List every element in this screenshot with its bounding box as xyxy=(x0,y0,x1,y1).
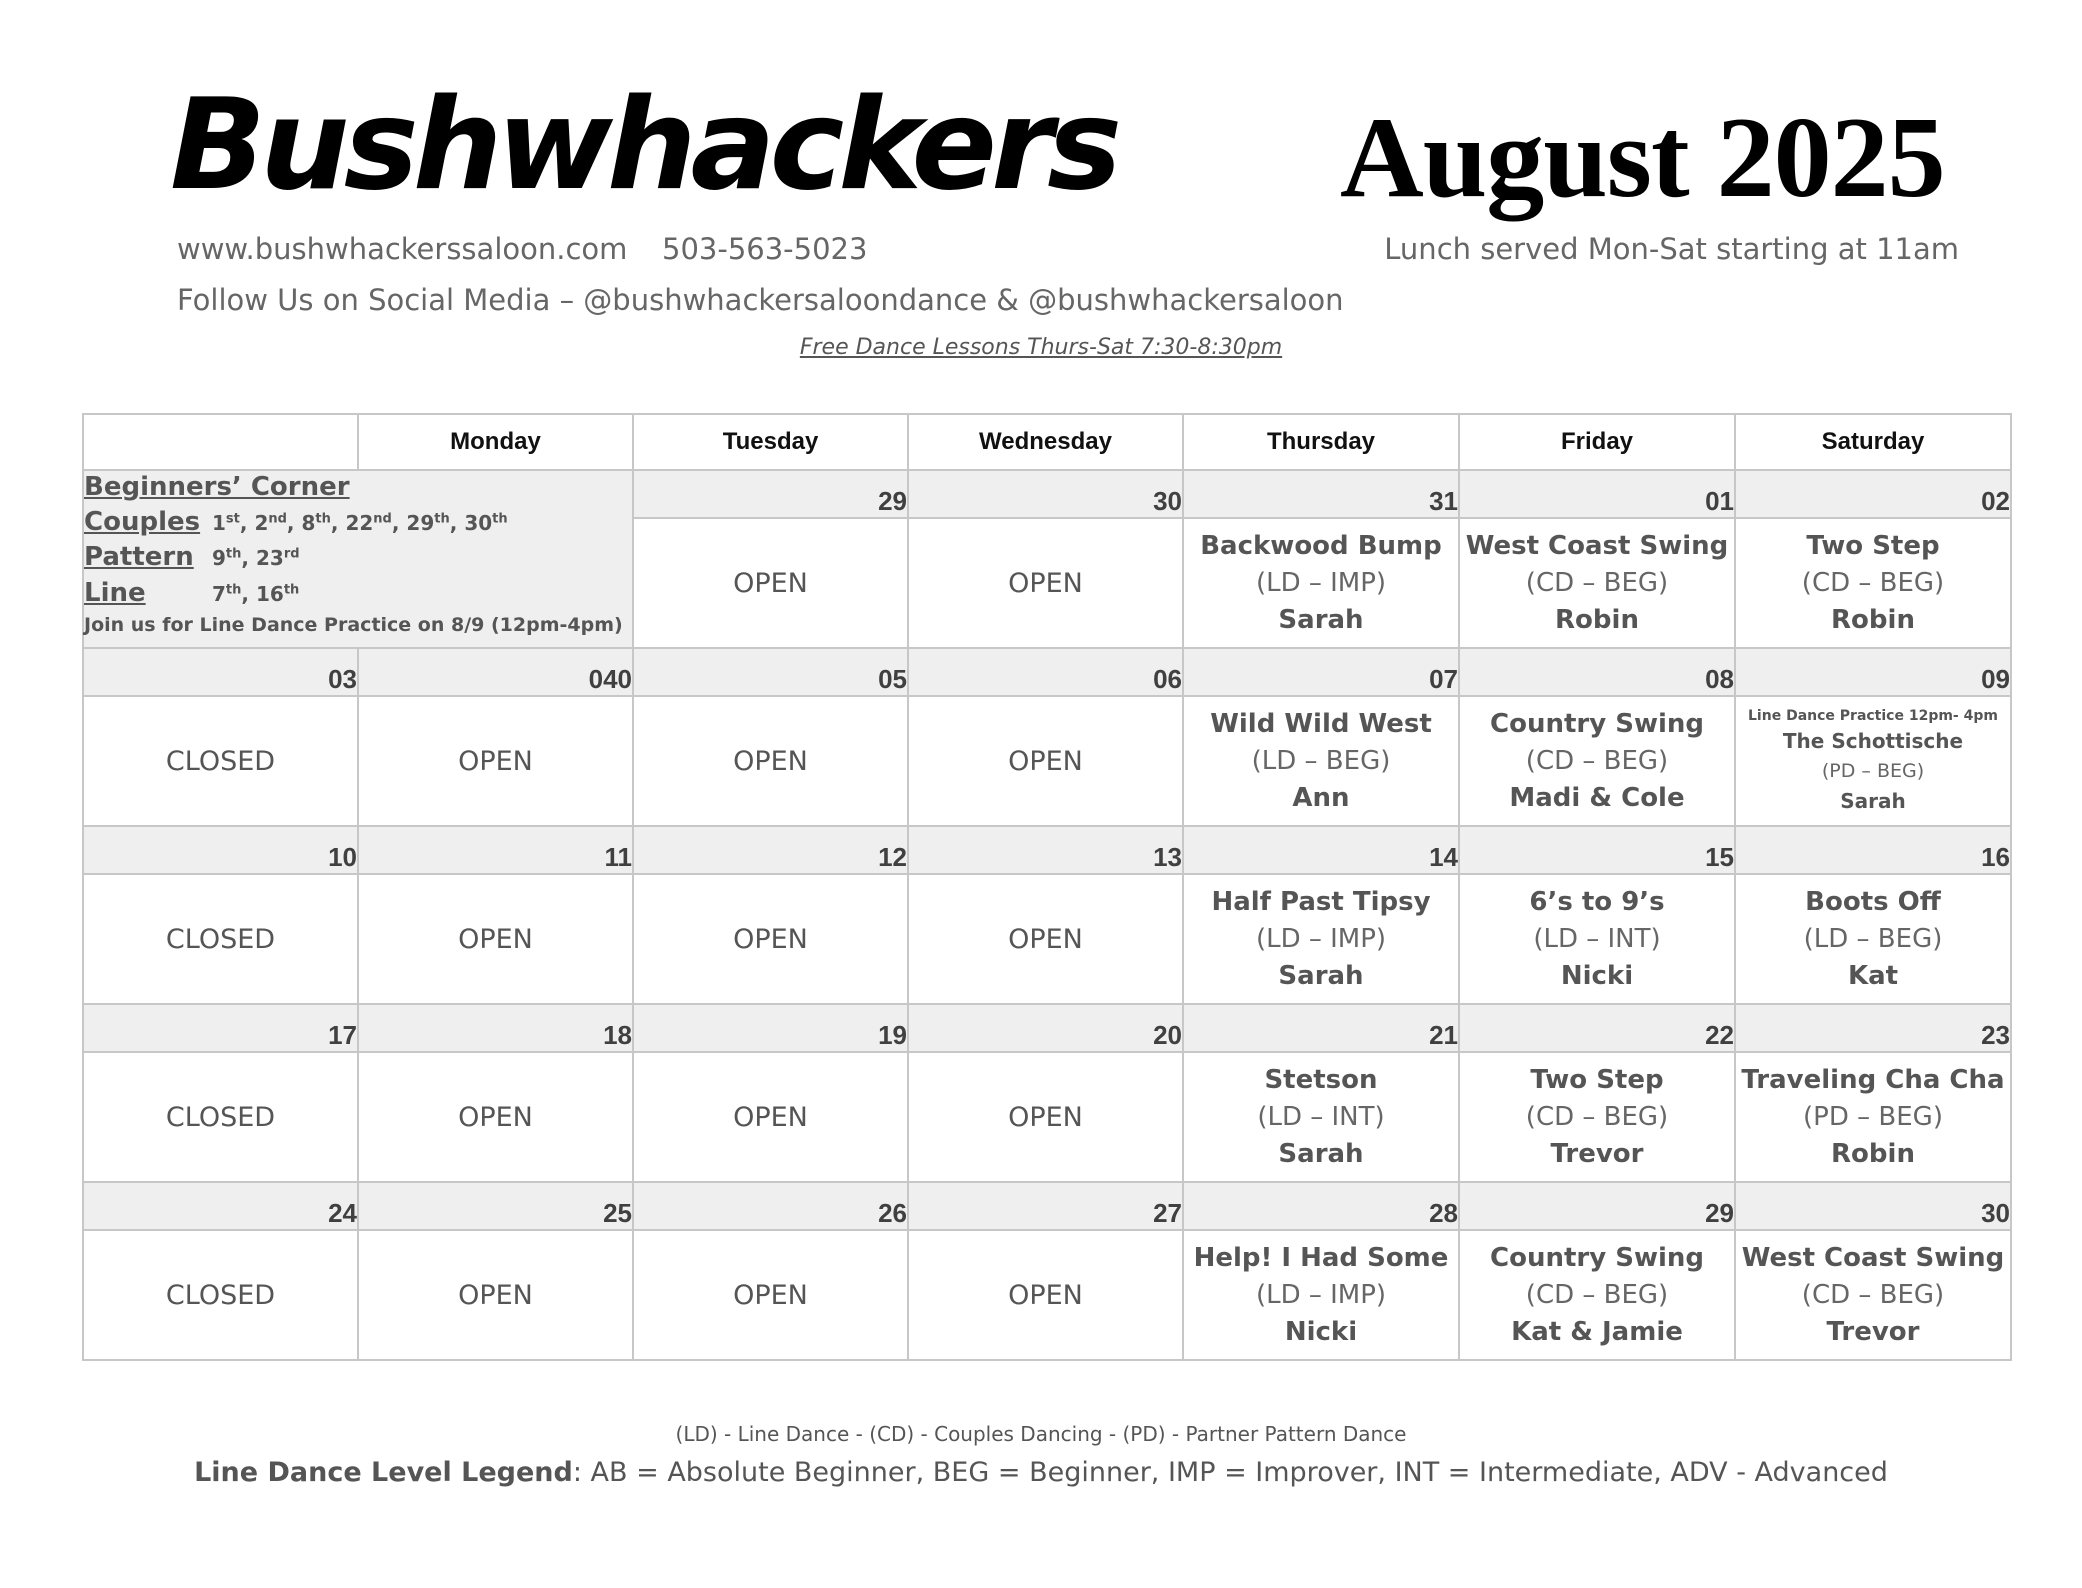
event-instructor: Nicki xyxy=(1284,1316,1358,1347)
status-open: OPEN xyxy=(1008,923,1083,955)
week3-date-row xyxy=(83,826,2011,874)
event-cell xyxy=(1735,696,2011,826)
status-closed: CLOSED xyxy=(165,923,276,955)
event-cell xyxy=(1459,696,1735,826)
status-open: OPEN xyxy=(733,567,808,599)
week1-date-row xyxy=(83,470,2011,518)
day-number: 02 xyxy=(1735,470,2011,518)
couples-dates: 1st, 2nd, 8th, 22nd, 29th, 30th xyxy=(212,510,508,535)
day-cell xyxy=(358,1052,633,1182)
header-tuesday: Tuesday xyxy=(633,414,908,470)
event-title: Backwood Bump xyxy=(1200,530,1442,561)
day-number: 25 xyxy=(358,1182,633,1230)
day-number: 03 xyxy=(83,648,358,696)
event-title: Boots Off xyxy=(1805,886,1941,917)
calendar-table xyxy=(82,413,2012,1361)
day-number: 09 xyxy=(1735,648,2011,696)
beginners-couples xyxy=(84,503,632,539)
event-title: Half Past Tipsy xyxy=(1211,886,1431,917)
event-type: (LD – INT) xyxy=(1257,1101,1385,1132)
header-friday: Friday xyxy=(1459,414,1735,470)
week5-date-row xyxy=(83,1182,2011,1230)
day-number: 26 xyxy=(633,1182,908,1230)
week5-content-row xyxy=(83,1230,2011,1360)
day-number: 01 xyxy=(1459,470,1735,518)
event-instructor: Sarah xyxy=(1278,960,1364,991)
beginners-corner-title: Beginners’ Corner xyxy=(84,472,350,502)
event-type: (LD – IMP) xyxy=(1255,567,1387,598)
header-wednesday: Wednesday xyxy=(908,414,1183,470)
beginners-corner xyxy=(83,470,633,648)
line-dates: 7th, 16th xyxy=(212,581,300,606)
week4-date-row xyxy=(83,1004,2011,1052)
event-cell xyxy=(1735,518,2011,648)
day-number: 30 xyxy=(908,470,1183,518)
status-open: OPEN xyxy=(1008,745,1083,777)
day-cell xyxy=(908,1052,1183,1182)
event-title: Country Swing xyxy=(1490,708,1704,739)
day-number: 05 xyxy=(633,648,908,696)
status-open: OPEN xyxy=(733,923,808,955)
event-type: (CD – BEG) xyxy=(1801,567,1945,598)
week2-date-row xyxy=(83,648,2011,696)
event-instructor: Kat & Jamie xyxy=(1511,1316,1683,1347)
day-number: 28 xyxy=(1183,1182,1459,1230)
lunch-info: Lunch served Mon-Sat starting at 11am xyxy=(1384,232,1959,266)
day-cell xyxy=(358,874,633,1004)
day-cell xyxy=(83,1230,358,1360)
event-instructor: Trevor xyxy=(1826,1316,1920,1347)
day-number: 13 xyxy=(908,826,1183,874)
event-title: Stetson xyxy=(1264,1064,1378,1095)
free-lessons-note: Free Dance Lessons Thurs-Sat 7:30-8:30pm xyxy=(799,335,1283,360)
event-cell xyxy=(1459,1230,1735,1360)
event-title: Country Swing xyxy=(1490,1242,1704,1273)
event-title: Help! I Had Some xyxy=(1193,1242,1449,1273)
pattern-dates: 9th, 23rd xyxy=(212,546,300,571)
month-title: August 2025 xyxy=(1340,94,1945,222)
website-link[interactable]: www.bushwhackerssaloon.com xyxy=(177,232,628,266)
week2-content-row xyxy=(83,696,2011,826)
event-title: The Schottische xyxy=(1782,729,1964,753)
event-instructor: Sarah xyxy=(1840,789,1906,813)
event-type: (LD – BEG) xyxy=(1251,745,1391,776)
status-open: OPEN xyxy=(1008,1279,1083,1311)
day-cell xyxy=(633,518,908,648)
event-instructor: Sarah xyxy=(1278,1138,1364,1169)
event-cell xyxy=(1459,518,1735,648)
event-type: (PD – BEG) xyxy=(1803,1101,1943,1132)
day-number: 17 xyxy=(83,1004,358,1052)
event-cell xyxy=(1183,1230,1459,1360)
day-cell xyxy=(83,696,358,826)
event-instructor: Trevor xyxy=(1550,1138,1644,1169)
day-number: 06 xyxy=(908,648,1183,696)
status-open: OPEN xyxy=(458,923,533,955)
day-number: 08 xyxy=(1459,648,1735,696)
event-type: (LD – INT) xyxy=(1533,923,1661,954)
event-title: Traveling Cha Cha xyxy=(1741,1064,2005,1095)
event-instructor: Robin xyxy=(1555,604,1639,635)
event-cell xyxy=(1183,696,1459,826)
day-number: 12 xyxy=(633,826,908,874)
couples-label: Couples xyxy=(84,506,201,537)
event-type: (CD – BEG) xyxy=(1525,567,1669,598)
day-number: 21 xyxy=(1183,1004,1459,1052)
status-open: OPEN xyxy=(733,745,808,777)
day-number: 24 xyxy=(83,1182,358,1230)
day-cell xyxy=(633,874,908,1004)
status-closed: CLOSED xyxy=(165,745,276,777)
event-instructor: Kat xyxy=(1847,960,1899,991)
event-type: (CD – BEG) xyxy=(1801,1279,1945,1310)
event-type: (LD – IMP) xyxy=(1255,1279,1387,1310)
level-legend: Line Dance Level Legend: AB = Absolute Beginner, BEG = Beginner, IMP = Improver, INT = Intermediate, ADV - Advanced xyxy=(194,1457,1888,1488)
day-number: 11 xyxy=(358,826,633,874)
event-type: (CD – BEG) xyxy=(1525,1279,1669,1310)
dance-type-legend: (LD) - Line Dance - (CD) - Couples Dancing - (PD) - Partner Pattern Dance xyxy=(675,1422,1407,1446)
event-title: Two Step xyxy=(1806,530,1940,561)
event-type: (PD – BEG) xyxy=(1821,760,1925,782)
header-monday: Monday xyxy=(358,414,633,470)
day-number: 18 xyxy=(358,1004,633,1052)
day-number: 23 xyxy=(1735,1004,2011,1052)
event-title: West Coast Swing xyxy=(1465,530,1729,561)
event-title: Wild Wild West xyxy=(1210,708,1432,739)
event-instructor: Robin xyxy=(1831,1138,1915,1169)
event-instructor: Madi & Cole xyxy=(1509,782,1685,813)
day-cell xyxy=(633,696,908,826)
week3-content-row xyxy=(83,874,2011,1004)
status-open: OPEN xyxy=(1008,1101,1083,1133)
event-type: (LD – BEG) xyxy=(1803,923,1943,954)
day-cell xyxy=(633,1230,908,1360)
header-thursday: Thursday xyxy=(1183,414,1459,470)
event-instructor: Sarah xyxy=(1278,604,1364,635)
logo: Bushwhackers xyxy=(170,71,1117,218)
event-cell xyxy=(1183,874,1459,1004)
day-number: 16 xyxy=(1735,826,2011,874)
day-cell xyxy=(908,518,1183,648)
social-media-info: Follow Us on Social Media – @bushwhackersaloondance & @bushwhackersaloon xyxy=(177,283,1344,317)
header-blank xyxy=(83,414,358,470)
event-note: Line Dance Practice 12pm- 4pm xyxy=(1748,708,1998,724)
day-number: 040 xyxy=(358,648,633,696)
week4-content-row xyxy=(83,1052,2011,1182)
day-number: 31 xyxy=(1183,470,1459,518)
event-cell xyxy=(1459,1052,1735,1182)
event-title: 6’s to 9’s xyxy=(1529,886,1665,917)
day-cell xyxy=(358,696,633,826)
day-number: 29 xyxy=(1459,1182,1735,1230)
line-label: Line xyxy=(84,577,146,608)
day-number: 10 xyxy=(83,826,358,874)
event-cell xyxy=(1183,518,1459,648)
status-open: OPEN xyxy=(733,1101,808,1133)
day-cell xyxy=(83,1052,358,1182)
beginners-line xyxy=(84,574,632,610)
day-number: 22 xyxy=(1459,1004,1735,1052)
line-dance-practice-note: Join us for Line Dance Practice on 8/9 (12pm-4pm) xyxy=(84,613,623,636)
day-number: 19 xyxy=(633,1004,908,1052)
status-open: OPEN xyxy=(458,1101,533,1133)
event-cell xyxy=(1459,874,1735,1004)
day-number: 14 xyxy=(1183,826,1459,874)
status-closed: CLOSED xyxy=(165,1279,276,1311)
event-cell xyxy=(1735,874,2011,1004)
day-cell xyxy=(908,1230,1183,1360)
event-instructor: Ann xyxy=(1292,782,1350,813)
event-type: (LD – IMP) xyxy=(1255,923,1387,954)
day-cell xyxy=(633,1052,908,1182)
phone-number: 503-563-5023 xyxy=(662,232,868,266)
day-number: 27 xyxy=(908,1182,1183,1230)
status-open: OPEN xyxy=(458,1279,533,1311)
day-number: 30 xyxy=(1735,1182,2011,1230)
beginners-pattern xyxy=(84,539,632,575)
event-title: Two Step xyxy=(1530,1064,1664,1095)
status-open: OPEN xyxy=(1008,567,1083,599)
day-cell xyxy=(83,874,358,1004)
status-open: OPEN xyxy=(733,1279,808,1311)
day-cell xyxy=(908,696,1183,826)
status-open: OPEN xyxy=(458,745,533,777)
event-title: West Coast Swing xyxy=(1741,1242,2005,1273)
day-number: 15 xyxy=(1459,826,1735,874)
day-cell xyxy=(908,874,1183,1004)
event-cell xyxy=(1735,1052,2011,1182)
event-type: (CD – BEG) xyxy=(1525,745,1669,776)
event-instructor: Robin xyxy=(1831,604,1915,635)
day-number: 20 xyxy=(908,1004,1183,1052)
weekday-header-row xyxy=(83,414,2011,470)
day-number: 07 xyxy=(1183,648,1459,696)
day-number: 29 xyxy=(633,470,908,518)
event-instructor: Nicki xyxy=(1560,960,1634,991)
event-cell xyxy=(1183,1052,1459,1182)
status-closed: CLOSED xyxy=(165,1101,276,1133)
day-cell xyxy=(358,1230,633,1360)
header-saturday: Saturday xyxy=(1735,414,2011,470)
event-type: (CD – BEG) xyxy=(1525,1101,1669,1132)
pattern-label: Pattern xyxy=(84,542,194,573)
event-cell xyxy=(1735,1230,2011,1360)
